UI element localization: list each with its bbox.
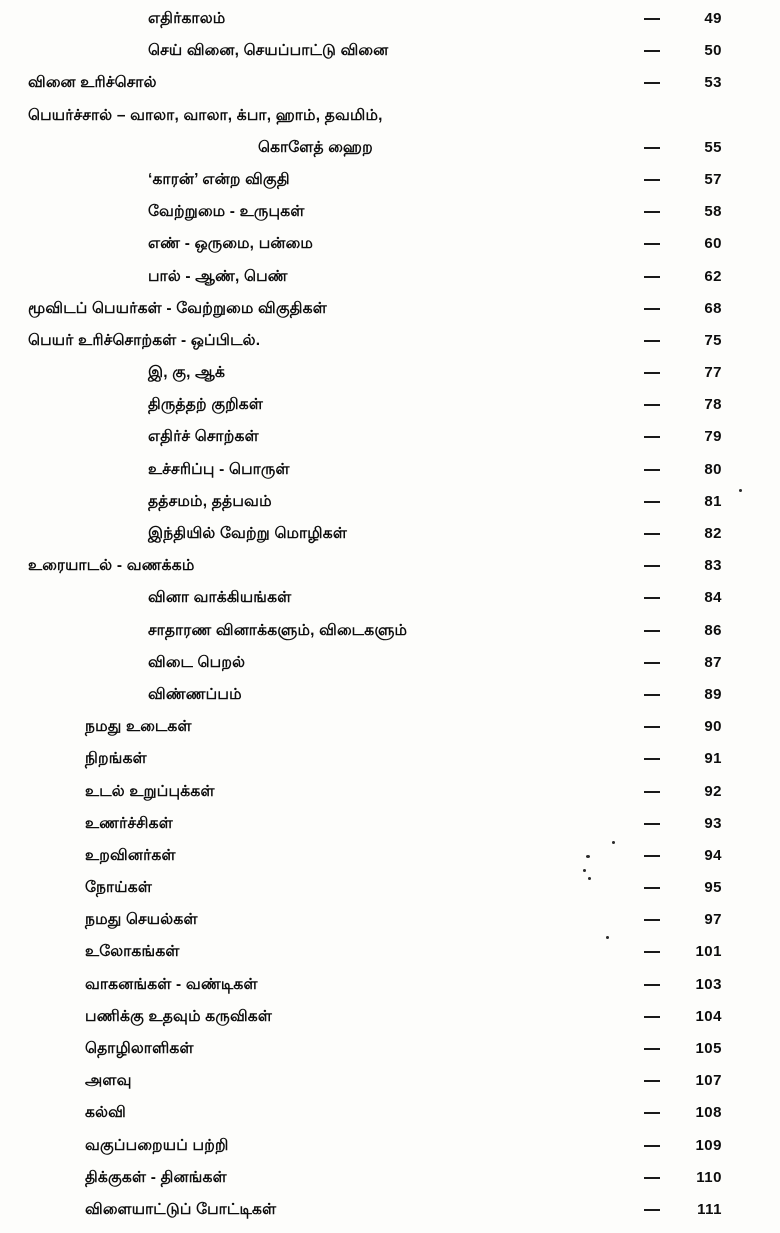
toc-page-number: 68 — [704, 299, 722, 317]
toc-page-number: 55 — [704, 138, 722, 156]
toc-entry[interactable] — [0, 1008, 780, 1040]
toc-page-number: 90 — [704, 718, 722, 736]
toc-entry-label: வகுப்பறையப் பற்றி — [85, 1136, 229, 1154]
scan-artifact-speck — [586, 855, 590, 858]
toc-page-number: 101 — [695, 943, 722, 961]
toc-entry-label: திருத்தற் குறிகள் — [148, 396, 264, 414]
toc-entry[interactable] — [0, 1201, 780, 1233]
toc-entry[interactable] — [0, 1040, 780, 1072]
toc-entry-label: பால் - ஆண், பெண் — [148, 267, 288, 285]
toc-entry-label: வினை உரிச்சொல் — [28, 74, 157, 92]
toc-page-number: 91 — [704, 750, 722, 768]
toc-entry-label: வினா வாக்கியங்கள் — [148, 589, 292, 607]
toc-entry-label: உரையாடல் - வணக்கம் — [28, 557, 195, 575]
toc-page-number: 103 — [695, 975, 722, 993]
toc-page-number: 95 — [704, 879, 722, 897]
toc-entry-label: உணர்ச்சிகள் — [85, 814, 173, 832]
toc-page-number: 80 — [704, 460, 722, 478]
toc-entry-label: பெயர் உரிச்சொற்கள் - ஒப்பிடல். — [28, 331, 261, 349]
toc-entry-label: செய் வினை, செயப்பாட்டு வினை — [148, 42, 389, 60]
toc-entry-label: தொழிலாளிகள் — [85, 1040, 194, 1057]
toc-entry-label: பணிக்கு உதவும் கருவிகள் — [85, 1007, 273, 1025]
toc-entry-label: கொளேத் ஹைற — [258, 138, 373, 156]
scan-artifact-speck — [739, 489, 742, 492]
toc-page-number: 105 — [695, 1040, 722, 1057]
toc-entry[interactable] — [0, 654, 780, 686]
toc-entry[interactable] — [0, 428, 780, 460]
toc-entry[interactable] — [0, 686, 780, 718]
toc-entry-label: வேற்றுமை - உருபுகள் — [148, 203, 305, 221]
toc-entry-label: நிறங்கள் — [85, 750, 147, 768]
toc-page-number: 83 — [704, 557, 722, 575]
toc-entry-label: விளையாட்டுப் போட்டிகள் — [85, 1200, 277, 1218]
toc-entry-label: அளவு — [85, 1072, 132, 1090]
toc-entry[interactable] — [0, 10, 780, 42]
toc-page-number: 62 — [704, 267, 722, 285]
toc-entry-label: பெயர்ச்சால் – வாலா, வாலா, க்பா, ஹாம், தவமிம், — [28, 106, 383, 124]
scan-artifact-speck — [612, 841, 615, 844]
toc-entry-label: நோய்கள் — [85, 879, 153, 897]
toc-entry[interactable] — [0, 74, 780, 106]
toc-entry[interactable] — [0, 622, 780, 654]
toc-entry[interactable] — [0, 879, 780, 911]
toc-entry[interactable] — [0, 815, 780, 847]
toc-entry[interactable] — [0, 976, 780, 1008]
toc-page-number: 94 — [704, 846, 722, 864]
toc-entry[interactable] — [0, 557, 780, 589]
toc-entry-label: இந்தியில் வேற்று மொழிகள் — [148, 525, 348, 542]
toc-entry[interactable] — [0, 268, 780, 300]
toc-page-number: 53 — [704, 74, 722, 92]
toc-page-number: 58 — [704, 203, 722, 221]
toc-page-number: 75 — [704, 331, 722, 349]
toc-entry[interactable] — [0, 461, 780, 493]
toc-entry-label: நமது செயல்கள் — [85, 911, 198, 929]
toc-entry-label: உலோகங்கள் — [85, 943, 180, 961]
toc-entry[interactable] — [0, 139, 780, 171]
toc-entry[interactable] — [0, 525, 780, 557]
toc-page-number: 79 — [704, 428, 722, 446]
toc-page-number: 97 — [704, 911, 722, 929]
toc-page-number: 60 — [704, 235, 722, 253]
toc-entry-label: வாகனங்கள் - வண்டிகள் — [85, 975, 258, 993]
toc-entry-label: எண் - ஒருமை, பன்மை — [148, 235, 314, 253]
scan-artifact-speck — [606, 936, 609, 939]
toc-page-number: 107 — [695, 1072, 722, 1090]
toc-page-number: 104 — [695, 1007, 722, 1025]
toc-entry-label: திக்குகள் - தினங்கள் — [85, 1168, 227, 1186]
scan-artifact-speck — [588, 877, 591, 880]
toc-entry[interactable] — [0, 203, 780, 235]
toc-entry[interactable] — [0, 1137, 780, 1169]
toc-entry[interactable] — [0, 783, 780, 815]
toc-entry[interactable] — [0, 396, 780, 428]
toc-entry[interactable] — [0, 300, 780, 332]
toc-entry[interactable] — [0, 1072, 780, 1104]
toc-entry-label: எதிர்ச் சொற்கள் — [148, 428, 259, 446]
toc-entry-label: உச்சரிப்பு - பொருள் — [148, 460, 290, 478]
toc-entry-label: ‘காரன்’ என்ற விகுதி — [148, 170, 290, 188]
toc-entry[interactable] — [0, 718, 780, 750]
toc-entry[interactable] — [0, 493, 780, 525]
toc-entry[interactable] — [0, 171, 780, 203]
toc-entry[interactable] — [0, 589, 780, 621]
toc-page-number: 57 — [704, 170, 722, 188]
scan-artifact-speck — [583, 869, 586, 872]
toc-page-number: 93 — [704, 814, 722, 832]
toc-entry[interactable] — [0, 911, 780, 943]
toc-entry-label: எதிர்காலம் — [148, 10, 226, 27]
toc-page-number: 111 — [697, 1200, 722, 1218]
toc-entry-label: உடல் உறுப்புக்கள் — [85, 782, 215, 800]
toc-page-number: 89 — [704, 685, 722, 703]
toc-entry-label: மூவிடப் பெயர்கள் - வேற்றுமை விகுதிகள் — [28, 299, 327, 317]
toc-entry-label: கல்வி — [85, 1104, 127, 1122]
toc-entry-label: சாதாரண வினாக்களும், விடைகளும் — [148, 621, 408, 639]
toc-entry[interactable] — [0, 364, 780, 396]
toc-page-number: 78 — [704, 396, 722, 414]
toc-entry-label: தத்சமம், தத்பவம் — [148, 492, 272, 510]
toc-entry[interactable] — [0, 1169, 780, 1201]
toc-page-number: 108 — [695, 1104, 722, 1122]
toc-page-number: 49 — [704, 10, 722, 27]
toc-page-number: 84 — [704, 589, 722, 607]
toc-page-number: 82 — [704, 525, 722, 542]
toc-entry-label: உறவினர்கள் — [85, 846, 176, 864]
toc-page-number: 92 — [704, 782, 722, 800]
toc-page-number: 50 — [704, 42, 722, 60]
toc-entry-label: நமது உடைகள் — [85, 718, 192, 736]
toc-entry[interactable] — [0, 332, 780, 364]
toc-entry[interactable] — [0, 847, 780, 879]
toc-page-number: 81 — [704, 492, 722, 510]
toc-entry[interactable] — [0, 1104, 780, 1136]
toc-entry-label: விண்ணப்பம் — [148, 685, 242, 703]
toc-entry[interactable] — [0, 42, 780, 74]
toc-page-number: 87 — [704, 653, 722, 671]
toc-page-number: 109 — [695, 1136, 722, 1154]
toc-entry[interactable] — [0, 750, 780, 782]
toc-entry[interactable] — [0, 107, 780, 139]
table-of-contents-list — [0, 10, 780, 1233]
toc-entry-label: விடை பெறல் — [148, 653, 246, 671]
toc-entry[interactable] — [0, 943, 780, 975]
toc-page-number: 77 — [704, 364, 722, 382]
toc-page-number: 110 — [696, 1168, 722, 1186]
toc-entry[interactable] — [0, 235, 780, 267]
toc-page-number: 86 — [704, 621, 722, 639]
toc-entry-label: இ, கு, ஆக் — [148, 364, 226, 382]
